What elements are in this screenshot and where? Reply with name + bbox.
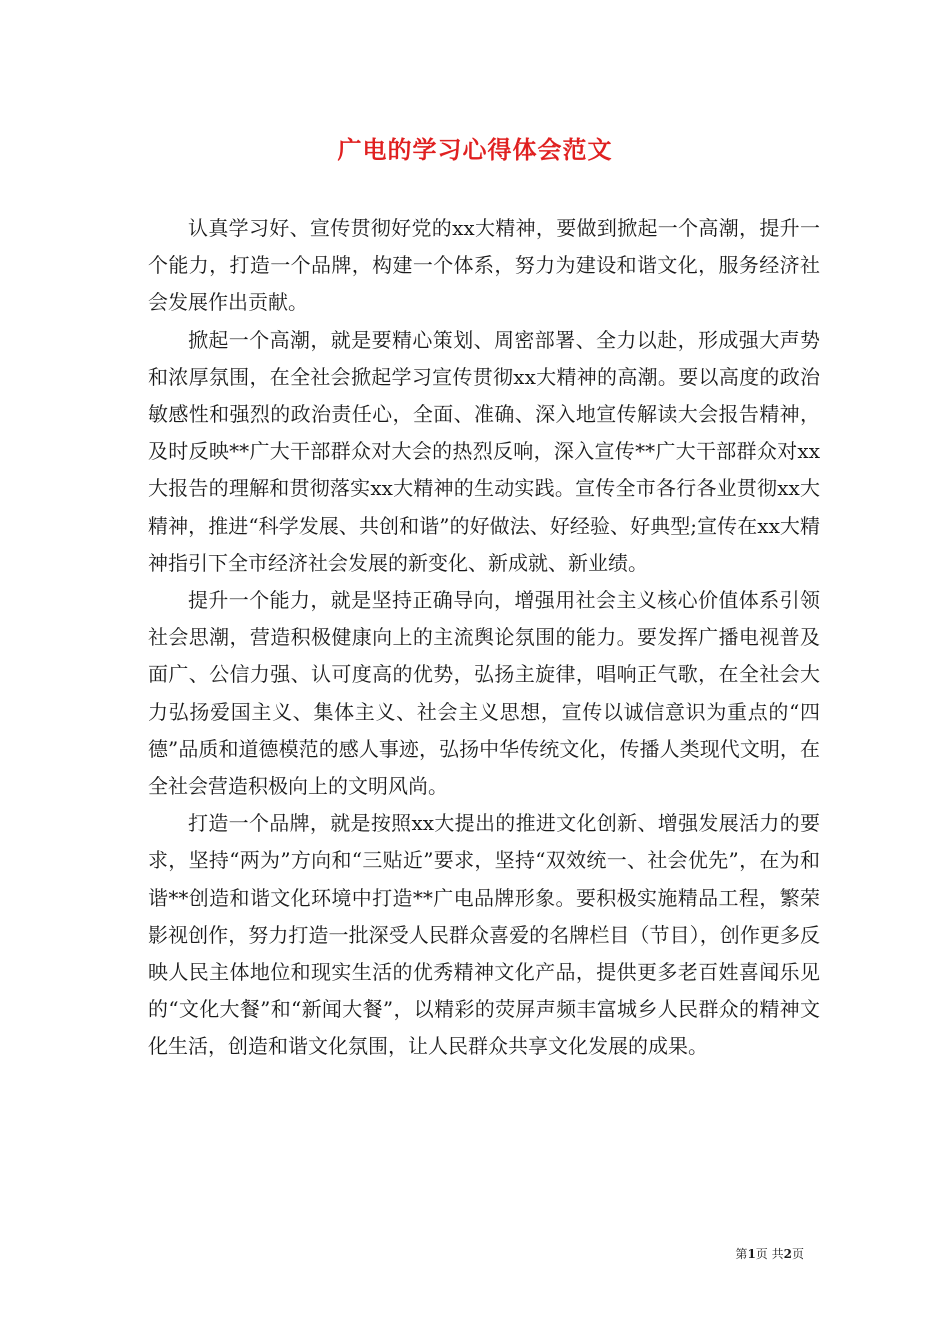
paragraph-1: 认真学习好、宣传贯彻好党的xx大精神，要做到掀起一个高潮，提升一个能力，打造一个品牌，构建一个体系，努力为建设和谐文化，服务经济社会发展作出贡献。 [148,216,820,315]
document-title: 广电的学习心得体会范文 [337,135,613,164]
footer-total-pages: 2 [783,1247,792,1261]
footer-prefix: 第 [735,1247,748,1261]
paragraph-2: 掀起一个高潮，就是要精心策划、周密部署、全力以赴，形成强大声势和浓厚氛围，在全社会掀起学习宣传贯彻xx大精神的高潮。要以高度的政治敏感性和强烈的政治责任心，全面、准确、深入地宣传解读大会报告精神，及时反映**广大干部群众对大会的热烈反响，深入宣传**广大干部群众对xx大报告的理解和贯彻落实xx大精神的生动实践。宣传全市各行各业贯彻xx大精神，推进“科学发展、共创和谐”的好做法、好经验、好典型;宣传在xx大精神指引下全市经济社会发展的新变化、新成就、新业绩。 [148,327,820,575]
paragraph-4: 打造一个品牌，就是按照xx大提出的推进文化创新、增强发展活力的要求，坚持“两为”方向和“三贴近”要求，坚持“双效统一、社会优先”，在为和谐**创造和谐文化环境中打造**广电品牌形象。要积极实施精品工程，繁荣影视创作，努力打造一批深受人民群众喜爱的名牌栏目（节目），创作更多反映人民主体地位和现实生活的优秀精神文化产品，提供更多老百姓喜闻乐见的“文化大餐”和“新闻大餐”，以精彩的荧屏声频丰富城乡人民群众的精神文化生活，创造和谐文化氛围，让人民群众共享文化发展的成果。 [148,811,820,1059]
footer-middle: 页 共 [755,1247,784,1261]
footer-suffix: 页 [791,1247,804,1261]
paragraph-3: 提升一个能力，就是坚持正确导向，增强用社会主义核心价值体系引领社会思潮，营造积极健康向上的主流舆论氛围的能力。要发挥广播电视普及面广、公信力强、认可度高的优势，弘扬主旋律，唱响正气歌，在全社会大力弘扬爱国主义、集体主义、社会主义思想，宣传以诚信意识为重点的“四德”品质和道德模范的感人事迹，弘扬中华传统文化，传播人类现代文明，在全社会营造积极向上的文明风尚。 [148,588,820,799]
footer-current-page: 1 [747,1247,756,1261]
page-number-footer [735,1246,804,1262]
document-body [148,210,820,1066]
